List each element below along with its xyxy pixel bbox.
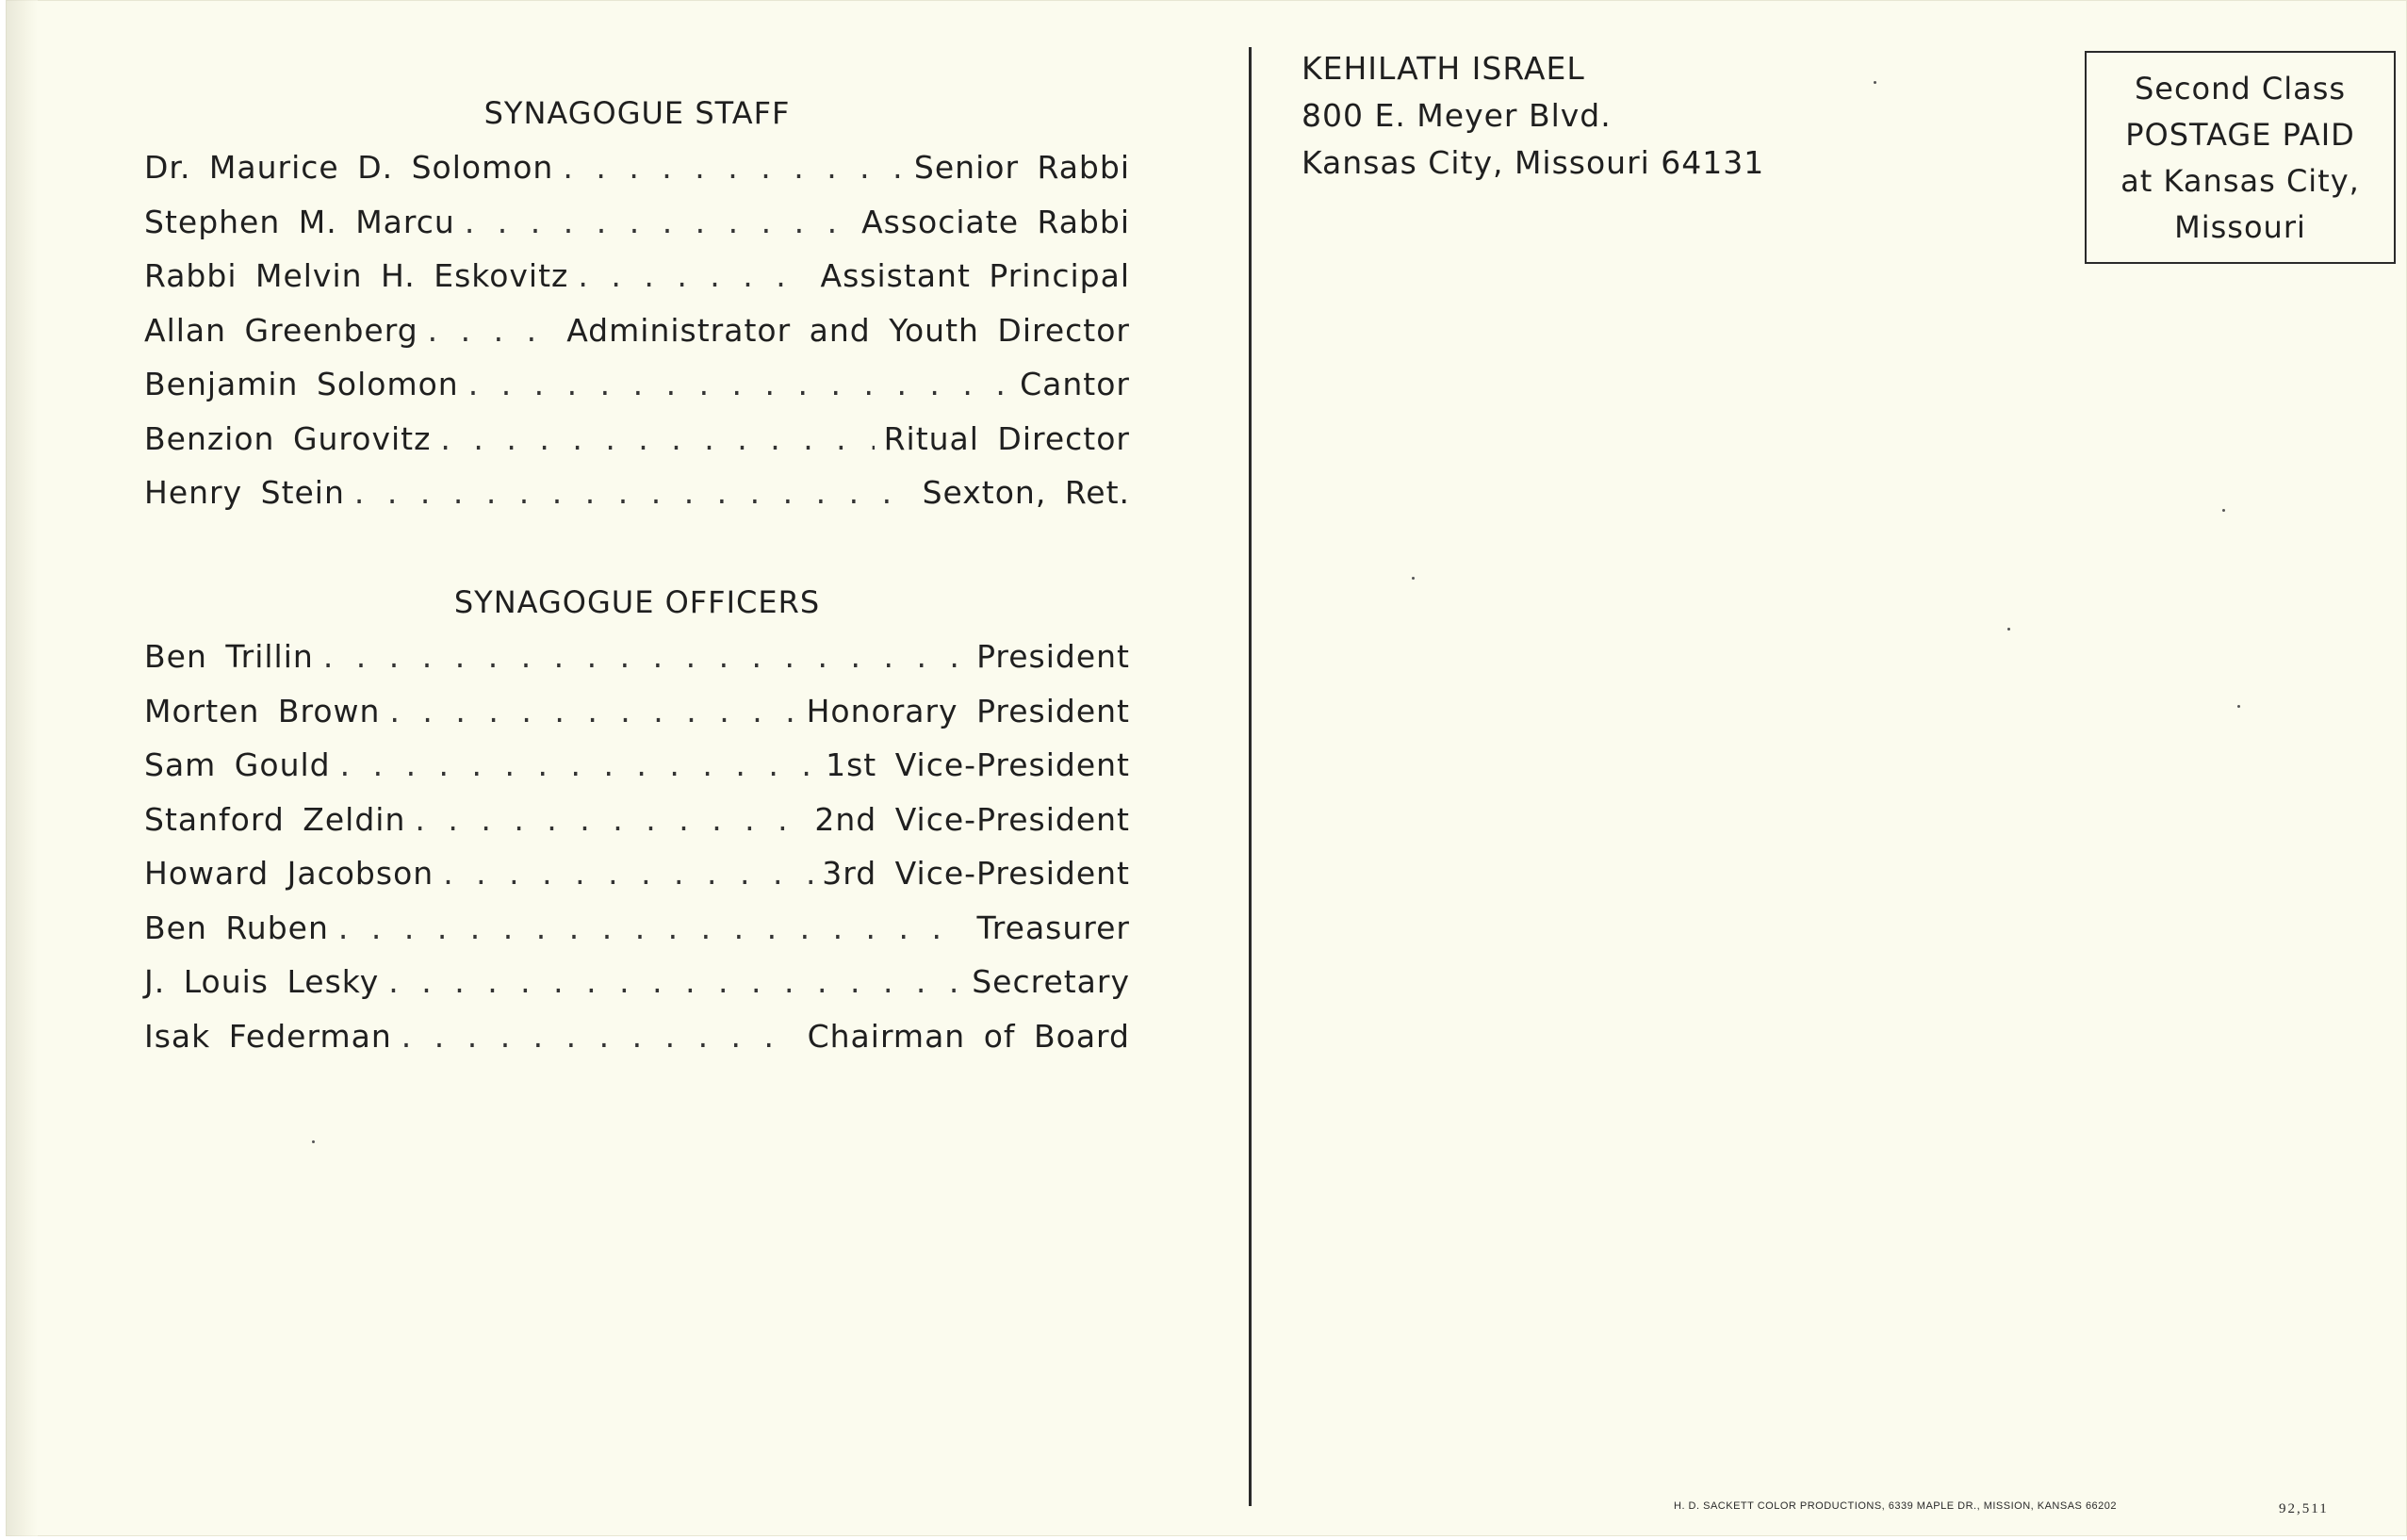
dot-leader	[323, 638, 967, 675]
officer-row	[144, 693, 1130, 747]
postage-line: at Kansas City,	[2120, 163, 2360, 199]
officer-title: 2nd Vice-President	[814, 800, 1130, 838]
staff-row	[144, 366, 1130, 420]
card-edge-shadow	[6, 0, 38, 1536]
officers-heading: SYNAGOGUE OFFICERS	[453, 584, 821, 620]
officer-title: 3rd Vice-President	[822, 855, 1130, 892]
staff-title: Ritual Director	[883, 419, 1130, 457]
staff-row	[144, 474, 1130, 529]
staff-name: Allan Greenberg	[144, 311, 418, 349]
paper-speck	[1874, 81, 1876, 84]
dot-leader	[440, 420, 874, 457]
officer-title: Treasurer	[976, 909, 1130, 946]
dot-leader	[338, 909, 968, 946]
officer-name: Howard Jacobson	[144, 855, 434, 892]
staff-row	[144, 312, 1130, 367]
address-line-city: Kansas City, Missouri 64131	[1302, 144, 1765, 181]
officer-row	[144, 638, 1130, 693]
staff-title: Sexton, Ret.	[922, 474, 1130, 511]
officer-row	[144, 1018, 1130, 1073]
officer-name: Sam Gould	[144, 746, 331, 783]
postcard-back	[6, 0, 2407, 1536]
dot-leader	[415, 801, 805, 838]
dot-leader	[401, 1018, 798, 1055]
staff-title: Senior Rabbi	[913, 149, 1130, 186]
postage-indicia	[2085, 51, 2396, 264]
staff-title: Administrator and Youth Director	[566, 311, 1130, 349]
officer-name: Ben Trillin	[144, 638, 314, 675]
officer-title: Secretary	[972, 963, 1130, 1000]
officer-row	[144, 909, 1130, 964]
staff-list	[144, 149, 1130, 529]
officer-title: Chairman of Board	[807, 1017, 1130, 1055]
officer-title: President	[976, 638, 1130, 675]
print-code: 92,511	[2279, 1501, 2329, 1516]
officer-name: Morten Brown	[144, 692, 381, 729]
officer-name: Isak Federman	[144, 1017, 392, 1055]
officer-row	[144, 855, 1130, 909]
officer-title: Honorary President	[806, 692, 1130, 729]
paper-speck	[312, 1140, 315, 1143]
dot-leader	[465, 204, 852, 240]
dot-leader	[354, 474, 913, 511]
officer-name: J. Louis Lesky	[144, 963, 380, 1000]
dot-leader	[428, 312, 558, 349]
postage-line: POSTAGE PAID	[2125, 117, 2355, 153]
address-line-name: KEHILATH ISRAEL	[1302, 50, 1585, 87]
officer-row	[144, 801, 1130, 856]
staff-name: Rabbi Melvin H. Eskovitz	[144, 257, 569, 294]
paper-speck	[2007, 628, 2010, 631]
officers-list	[144, 638, 1130, 1072]
staff-title: Cantor	[1020, 366, 1130, 402]
printer-credit: H. D. SACKETT COLOR PRODUCTIONS, 6339 MAPLE DR., MISSION, KANSAS 66202	[1674, 1500, 2118, 1512]
paper-speck	[2237, 705, 2240, 708]
officer-title: 1st Vice-President	[826, 746, 1130, 783]
dot-leader	[468, 366, 1010, 402]
paper-speck	[2222, 509, 2225, 512]
staff-name: Henry Stein	[144, 474, 345, 511]
staff-row	[144, 204, 1130, 258]
staff-title: Assistant Principal	[820, 257, 1130, 294]
address-line-street: 800 E. Meyer Blvd.	[1302, 97, 1612, 134]
officer-row	[144, 746, 1130, 801]
staff-name: Dr. Maurice D. Solomon	[144, 149, 554, 186]
staff-name: Benzion Gurovitz	[144, 419, 432, 457]
postage-line: Missouri	[2174, 209, 2306, 245]
staff-row	[144, 420, 1130, 475]
staff-heading: SYNAGOGUE STAFF	[483, 95, 791, 131]
dot-leader	[389, 693, 796, 729]
center-divider	[1249, 47, 1252, 1506]
officer-row	[144, 963, 1130, 1018]
staff-name: Stephen M. Marcu	[144, 203, 455, 240]
dot-leader	[578, 257, 811, 294]
dot-leader	[388, 963, 962, 1000]
return-address	[1302, 45, 1764, 187]
dot-leader	[443, 855, 812, 892]
officer-name: Stanford Zeldin	[144, 800, 406, 838]
postage-line: Second Class	[2134, 71, 2347, 106]
officer-name: Ben Ruben	[144, 909, 329, 946]
dot-leader	[563, 149, 905, 186]
staff-title: Associate Rabbi	[861, 203, 1130, 240]
paper-speck	[1412, 577, 1415, 580]
dot-leader	[340, 746, 816, 783]
staff-name: Benjamin Solomon	[144, 366, 459, 402]
staff-row	[144, 149, 1130, 204]
staff-row	[144, 257, 1130, 312]
